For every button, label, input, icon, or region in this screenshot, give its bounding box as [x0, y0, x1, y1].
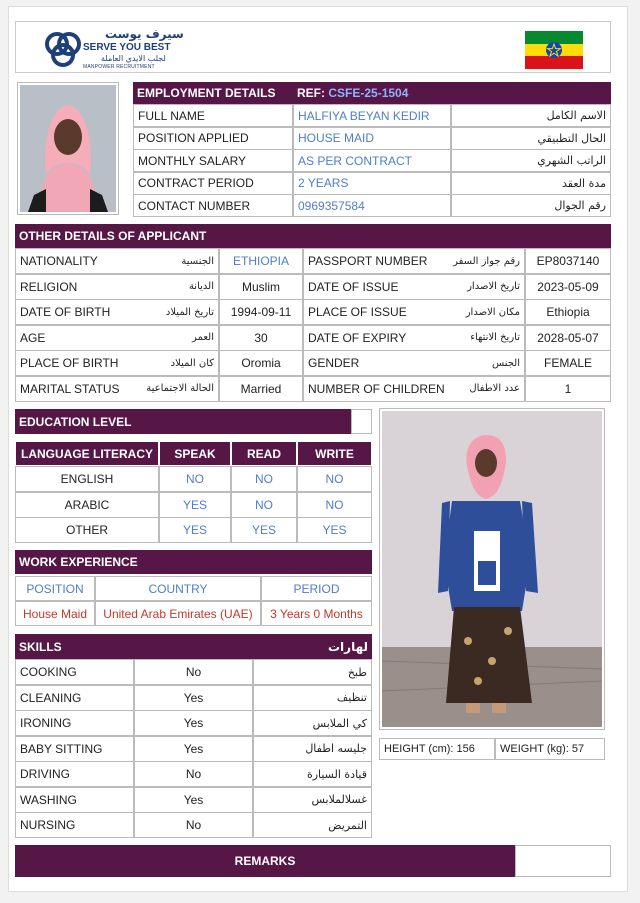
employment-arabic: الحال التطبيقي: [451, 127, 611, 150]
other-label-en: GENDER: [308, 356, 360, 370]
employment-label: CONTACT NUMBER: [133, 194, 293, 217]
other-value-right: 2028-05-07: [525, 325, 611, 351]
education-cell: NO: [159, 466, 231, 492]
employment-arabic: رقم الجوال: [451, 194, 611, 217]
other-label-en: AGE: [20, 330, 46, 345]
other-label-en: PASSPORT NUMBER: [308, 254, 428, 268]
fullbody-image-icon: [382, 411, 602, 727]
skill-arabic: طبخ: [253, 659, 372, 685]
other-value-left: Muslim: [219, 274, 303, 300]
other-label-right: [303, 350, 525, 376]
skill-arabic: جليسه اطفال: [253, 736, 372, 762]
employment-label: FULL NAME: [133, 104, 293, 127]
cv-sheet: [8, 6, 628, 892]
skills-title-arabic: لهارات: [253, 634, 372, 659]
skill-value: Yes: [134, 736, 253, 762]
education-header: SPEAK: [159, 441, 231, 466]
skill-arabic: تنظيف: [253, 685, 372, 711]
logo-knot-icon: [43, 29, 83, 71]
employment-value: HOUSE MAID: [293, 127, 451, 150]
education-cell: NO: [231, 492, 297, 518]
ethiopia-flag-icon: [525, 31, 583, 69]
work-cell: House Maid: [15, 601, 95, 626]
education-title-tail: [351, 409, 372, 434]
skill-name: IRONING: [15, 710, 134, 736]
employment-value: 0969357584: [293, 194, 451, 217]
work-cell: United Arab Emirates (UAE): [95, 601, 261, 626]
portrait-photo: [17, 82, 119, 215]
skill-name: NURSING: [15, 812, 134, 838]
other-label-en: MARITAL STATUS: [20, 381, 120, 396]
other-label-ar: تاريخ الانتهاء: [470, 332, 520, 343]
education-header: WRITE: [297, 441, 372, 466]
other-value-left: ETHIOPIA: [219, 248, 303, 274]
skill-value: Yes: [134, 710, 253, 736]
employment-label: MONTHLY SALARY: [133, 149, 293, 172]
other-label-en: NUMBER OF CHILDREN: [308, 381, 445, 396]
skill-value: Yes: [134, 787, 253, 813]
education-header: READ: [231, 441, 297, 466]
other-label-ar: الحالة الاجتماعية: [146, 383, 214, 394]
other-title: OTHER DETAILS OF APPLICANT: [15, 224, 611, 248]
logo-arabic: سيرف يوست: [105, 27, 184, 41]
other-label-left: [15, 325, 219, 351]
remarks-title: REMARKS: [15, 845, 515, 877]
other-label-right: [303, 248, 525, 274]
other-label-left: [15, 376, 219, 402]
employment-label: CONTRACT PERIOD: [133, 172, 293, 195]
other-label-right: [303, 299, 525, 325]
other-label-left: [15, 248, 219, 274]
education-cell: NO: [297, 492, 372, 518]
employment-value: 2 YEARS: [293, 172, 451, 195]
work-title: WORK EXPERIENCE: [15, 550, 372, 574]
education-cell: OTHER: [15, 517, 159, 543]
employment-value: HALFIYA BEYAN KEDIR: [293, 104, 451, 127]
other-value-right: EP8037140: [525, 248, 611, 274]
fullbody-photo: [379, 408, 605, 730]
employment-arabic: مدة العقد: [451, 172, 611, 195]
other-value-left: 30: [219, 325, 303, 351]
ref-cell: [293, 82, 611, 104]
skill-value: No: [134, 761, 253, 787]
ethiopia-flag: [525, 31, 583, 69]
skill-name: BABY SITTING: [15, 736, 134, 762]
education-cell: YES: [159, 492, 231, 518]
work-header: COUNTRY: [95, 576, 261, 601]
logo-arabic-sub: لجلب الايدي العاملة: [101, 54, 166, 63]
other-label-en: DATE OF BIRTH: [20, 305, 111, 319]
other-label-ar: كان الميلاد: [170, 357, 214, 369]
other-value-left: Married: [219, 376, 303, 402]
other-label-en: DATE OF ISSUE: [308, 279, 399, 294]
other-label-en: RELIGION: [20, 279, 78, 294]
skill-value: Yes: [134, 685, 253, 711]
ref-value: CSFE-25-1504: [328, 86, 409, 100]
other-label-ar: الديانة: [188, 281, 214, 292]
other-label-ar: الجنس: [491, 357, 520, 369]
education-cell: YES: [159, 517, 231, 543]
other-label-en: PLACE OF ISSUE: [308, 305, 407, 319]
employment-label: POSITION APPLIED: [133, 127, 293, 150]
other-label-left: [15, 299, 219, 325]
other-value-right: 2023-05-09: [525, 274, 611, 300]
other-value-right: 1: [525, 376, 611, 402]
education-cell: NO: [231, 466, 297, 492]
other-label-ar: رقم جواز السفر: [453, 255, 520, 267]
other-label-ar: مكان الاصدار: [465, 306, 520, 318]
skill-arabic: غسلالملابس: [253, 787, 372, 813]
ref-label: REF:: [297, 86, 325, 100]
other-value-left: 1994-09-11: [219, 299, 303, 325]
employment-title: EMPLOYMENT DETAILS: [133, 82, 293, 104]
other-label-ar: تاريخ الميلاد: [165, 306, 214, 318]
other-label-right: [303, 274, 525, 300]
height-cell: HEIGHT (cm): 156: [379, 738, 495, 760]
employment-arabic: الراتب الشهري: [451, 149, 611, 172]
skill-value: No: [134, 812, 253, 838]
education-header: LANGUAGE LITERACY: [15, 441, 159, 466]
weight-cell: WEIGHT (kg): 57: [495, 738, 605, 760]
other-label-ar: عدد الاطفال: [469, 383, 520, 394]
education-cell: ARABIC: [15, 492, 159, 518]
other-label-en: DATE OF EXPIRY: [308, 330, 407, 345]
skills-title: SKILLS: [15, 634, 134, 659]
other-label-left: [15, 274, 219, 300]
skill-name: COOKING: [15, 659, 134, 685]
logo: [43, 29, 83, 71]
skill-arabic: قيادة السيارة: [253, 761, 372, 787]
skill-arabic: التمريض: [253, 812, 372, 838]
other-label-right: [303, 376, 525, 402]
skills-title-mid: [134, 634, 253, 659]
other-label-ar: العمر: [192, 332, 214, 343]
other-label-left: [15, 350, 219, 376]
other-label-right: [303, 325, 525, 351]
remarks-value: [515, 845, 611, 877]
education-cell: YES: [297, 517, 372, 543]
work-cell: 3 Years 0 Months: [261, 601, 372, 626]
skill-value: No: [134, 659, 253, 685]
employment-value: AS PER CONTRACT: [293, 149, 451, 172]
other-value-left: Oromia: [219, 350, 303, 376]
other-value-right: Ethiopia: [525, 299, 611, 325]
skill-name: WASHING: [15, 787, 134, 813]
skill-name: CLEANING: [15, 685, 134, 711]
other-label-ar: الجنسية: [181, 255, 214, 267]
work-header: PERIOD: [261, 576, 372, 601]
logo-name: SERVE YOU BEST: [83, 42, 171, 53]
work-header: POSITION: [15, 576, 95, 601]
skill-arabic: كي الملابس: [253, 710, 372, 736]
education-cell: ENGLISH: [15, 466, 159, 492]
other-label-en: NATIONALITY: [20, 254, 98, 268]
employment-arabic: الاسم الكامل: [451, 104, 611, 127]
other-value-right: FEMALE: [525, 350, 611, 376]
other-label-ar: تاريخ الاصدار: [467, 281, 520, 292]
education-cell: YES: [231, 517, 297, 543]
portrait-image-icon: [20, 85, 116, 212]
logo-sub: MANPOWER RECRUITMENT: [83, 64, 155, 70]
education-title: EDUCATION LEVEL: [15, 409, 351, 434]
skill-name: DRIVING: [15, 761, 134, 787]
other-label-en: PLACE OF BIRTH: [20, 356, 119, 370]
education-cell: NO: [297, 466, 372, 492]
